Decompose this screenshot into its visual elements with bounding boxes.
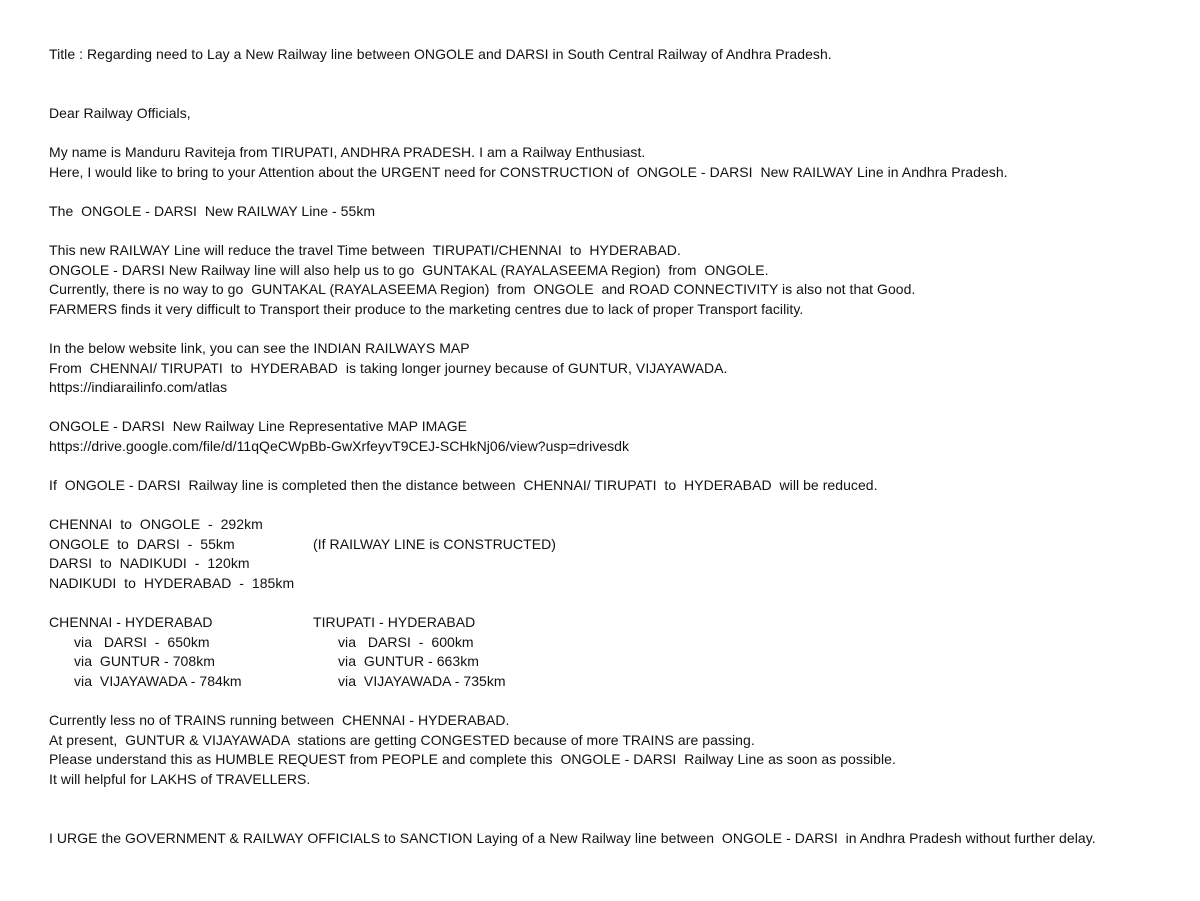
line-length: The ONGOLE - DARSI New RAILWAY Line - 55km	[49, 202, 376, 219]
route-headings	[49, 613, 1189, 633]
map-image-link: https://drive.google.com/file/d/11qQeCWpBb-GwXrfeyvT9CEJ-SCHkNj06/view?usp=drivesdk	[49, 437, 630, 454]
route-row	[49, 672, 1189, 692]
atlas-link: https://indiarailinfo.com/atlas	[49, 379, 228, 396]
route-chennai-vijayawada: via VIJAYAWADA - 784km	[74, 673, 242, 689]
route-tirupati-guntur: via GUNTUR - 663km	[338, 653, 479, 670]
urge-statement: I URGE the GOVERNMENT & RAILWAY OFFICIALS to SANCTION Laying of a New Railway line between ONGOLE - DARSI in Andhra Pradesh without further delay.	[49, 829, 1096, 846]
distance-list	[49, 515, 1189, 593]
distance-item: DARSI to NADIKUDI - 120km	[49, 555, 250, 572]
closing-line: At present, GUNTUR & VIJAYAWADA stations are getting CONGESTED because of more TRAINS are passing.	[49, 731, 755, 748]
distance-item: NADIKUDI to HYDERABAD - 185km	[49, 575, 295, 592]
distance-item	[49, 535, 1189, 555]
benefit-line: FARMERS finds it very difficult to Transport their produce to the marketing centres due to lack of proper Transport facility.	[49, 300, 804, 317]
map-info-line: From CHENNAI/ TIRUPATI to HYDERABAD is taking longer journey because of GUNTUR, VIJAYAWADA.	[49, 359, 728, 376]
intro-line: Here, I would like to bring to your Attention about the URGENT need for CONSTRUCTION of ONGOLE - DARSI New RAILWAY Line in Andhra Pradesh.	[49, 163, 1008, 180]
benefit-line: This new RAILWAY Line will reduce the travel Time between TIRUPATI/CHENNAI to HYDERABAD.	[49, 241, 681, 258]
route-chennai-darsi: via DARSI - 650km	[74, 633, 210, 650]
letter-document	[49, 45, 1189, 848]
distance-note: (If RAILWAY LINE is CONSTRUCTED)	[313, 535, 556, 552]
map-image-label: ONGOLE - DARSI New Railway Line Representative MAP IMAGE	[49, 418, 468, 435]
reduction-statement: If ONGOLE - DARSI Railway line is completed then the distance between CHENNAI/ TIRUPATI to HYDERABAD will be reduced.	[49, 477, 878, 494]
closing-line: Please understand this as HUMBLE REQUEST from PEOPLE and complete this ONGOLE - DARSI Railway Line as soon as possible.	[49, 751, 896, 768]
distance-item: CHENNAI to ONGOLE - 292km	[49, 516, 263, 533]
benefit-line: ONGOLE - DARSI New Railway line will also help us to go GUNTAKAL (RAYALASEEMA Region) from ONGOLE.	[49, 261, 769, 278]
route-chennai-guntur: via GUNTUR - 708km	[74, 653, 215, 670]
intro-line: My name is Manduru Raviteja from TIRUPATI, ANDHRA PRADESH. I am a Railway Enthusiast.	[49, 143, 646, 160]
route-comparison	[49, 613, 1189, 691]
benefit-line: Currently, there is no way to go GUNTAKAL (RAYALASEEMA Region) from ONGOLE and ROAD CONNECTIVITY is also not that Good.	[49, 281, 916, 298]
closing-line: Currently less no of TRAINS running between CHENNAI - HYDERABAD.	[49, 712, 510, 729]
letter-title: Title : Regarding need to Lay a New Railway line between ONGOLE and DARSI in South Central Railway of Andhra Pradesh.	[49, 46, 832, 62]
distance-item-text: ONGOLE to DARSI - 55km	[49, 535, 235, 552]
salutation: Dear Railway Officials,	[49, 104, 191, 121]
route-tirupati-vijayawada: via VIJAYAWADA - 735km	[338, 673, 506, 689]
route-heading-chennai: CHENNAI - HYDERABAD	[49, 614, 213, 631]
map-info-line: In the below website link, you can see the INDIAN RAILWAYS MAP	[49, 339, 470, 356]
route-row	[49, 652, 1189, 672]
route-heading-tirupati: TIRUPATI - HYDERABAD	[313, 614, 476, 631]
closing-line: It will helpful for LAKHS of TRAVELLERS.	[49, 770, 311, 787]
route-row	[49, 633, 1189, 653]
route-tirupati-darsi: via DARSI - 600km	[338, 633, 474, 650]
